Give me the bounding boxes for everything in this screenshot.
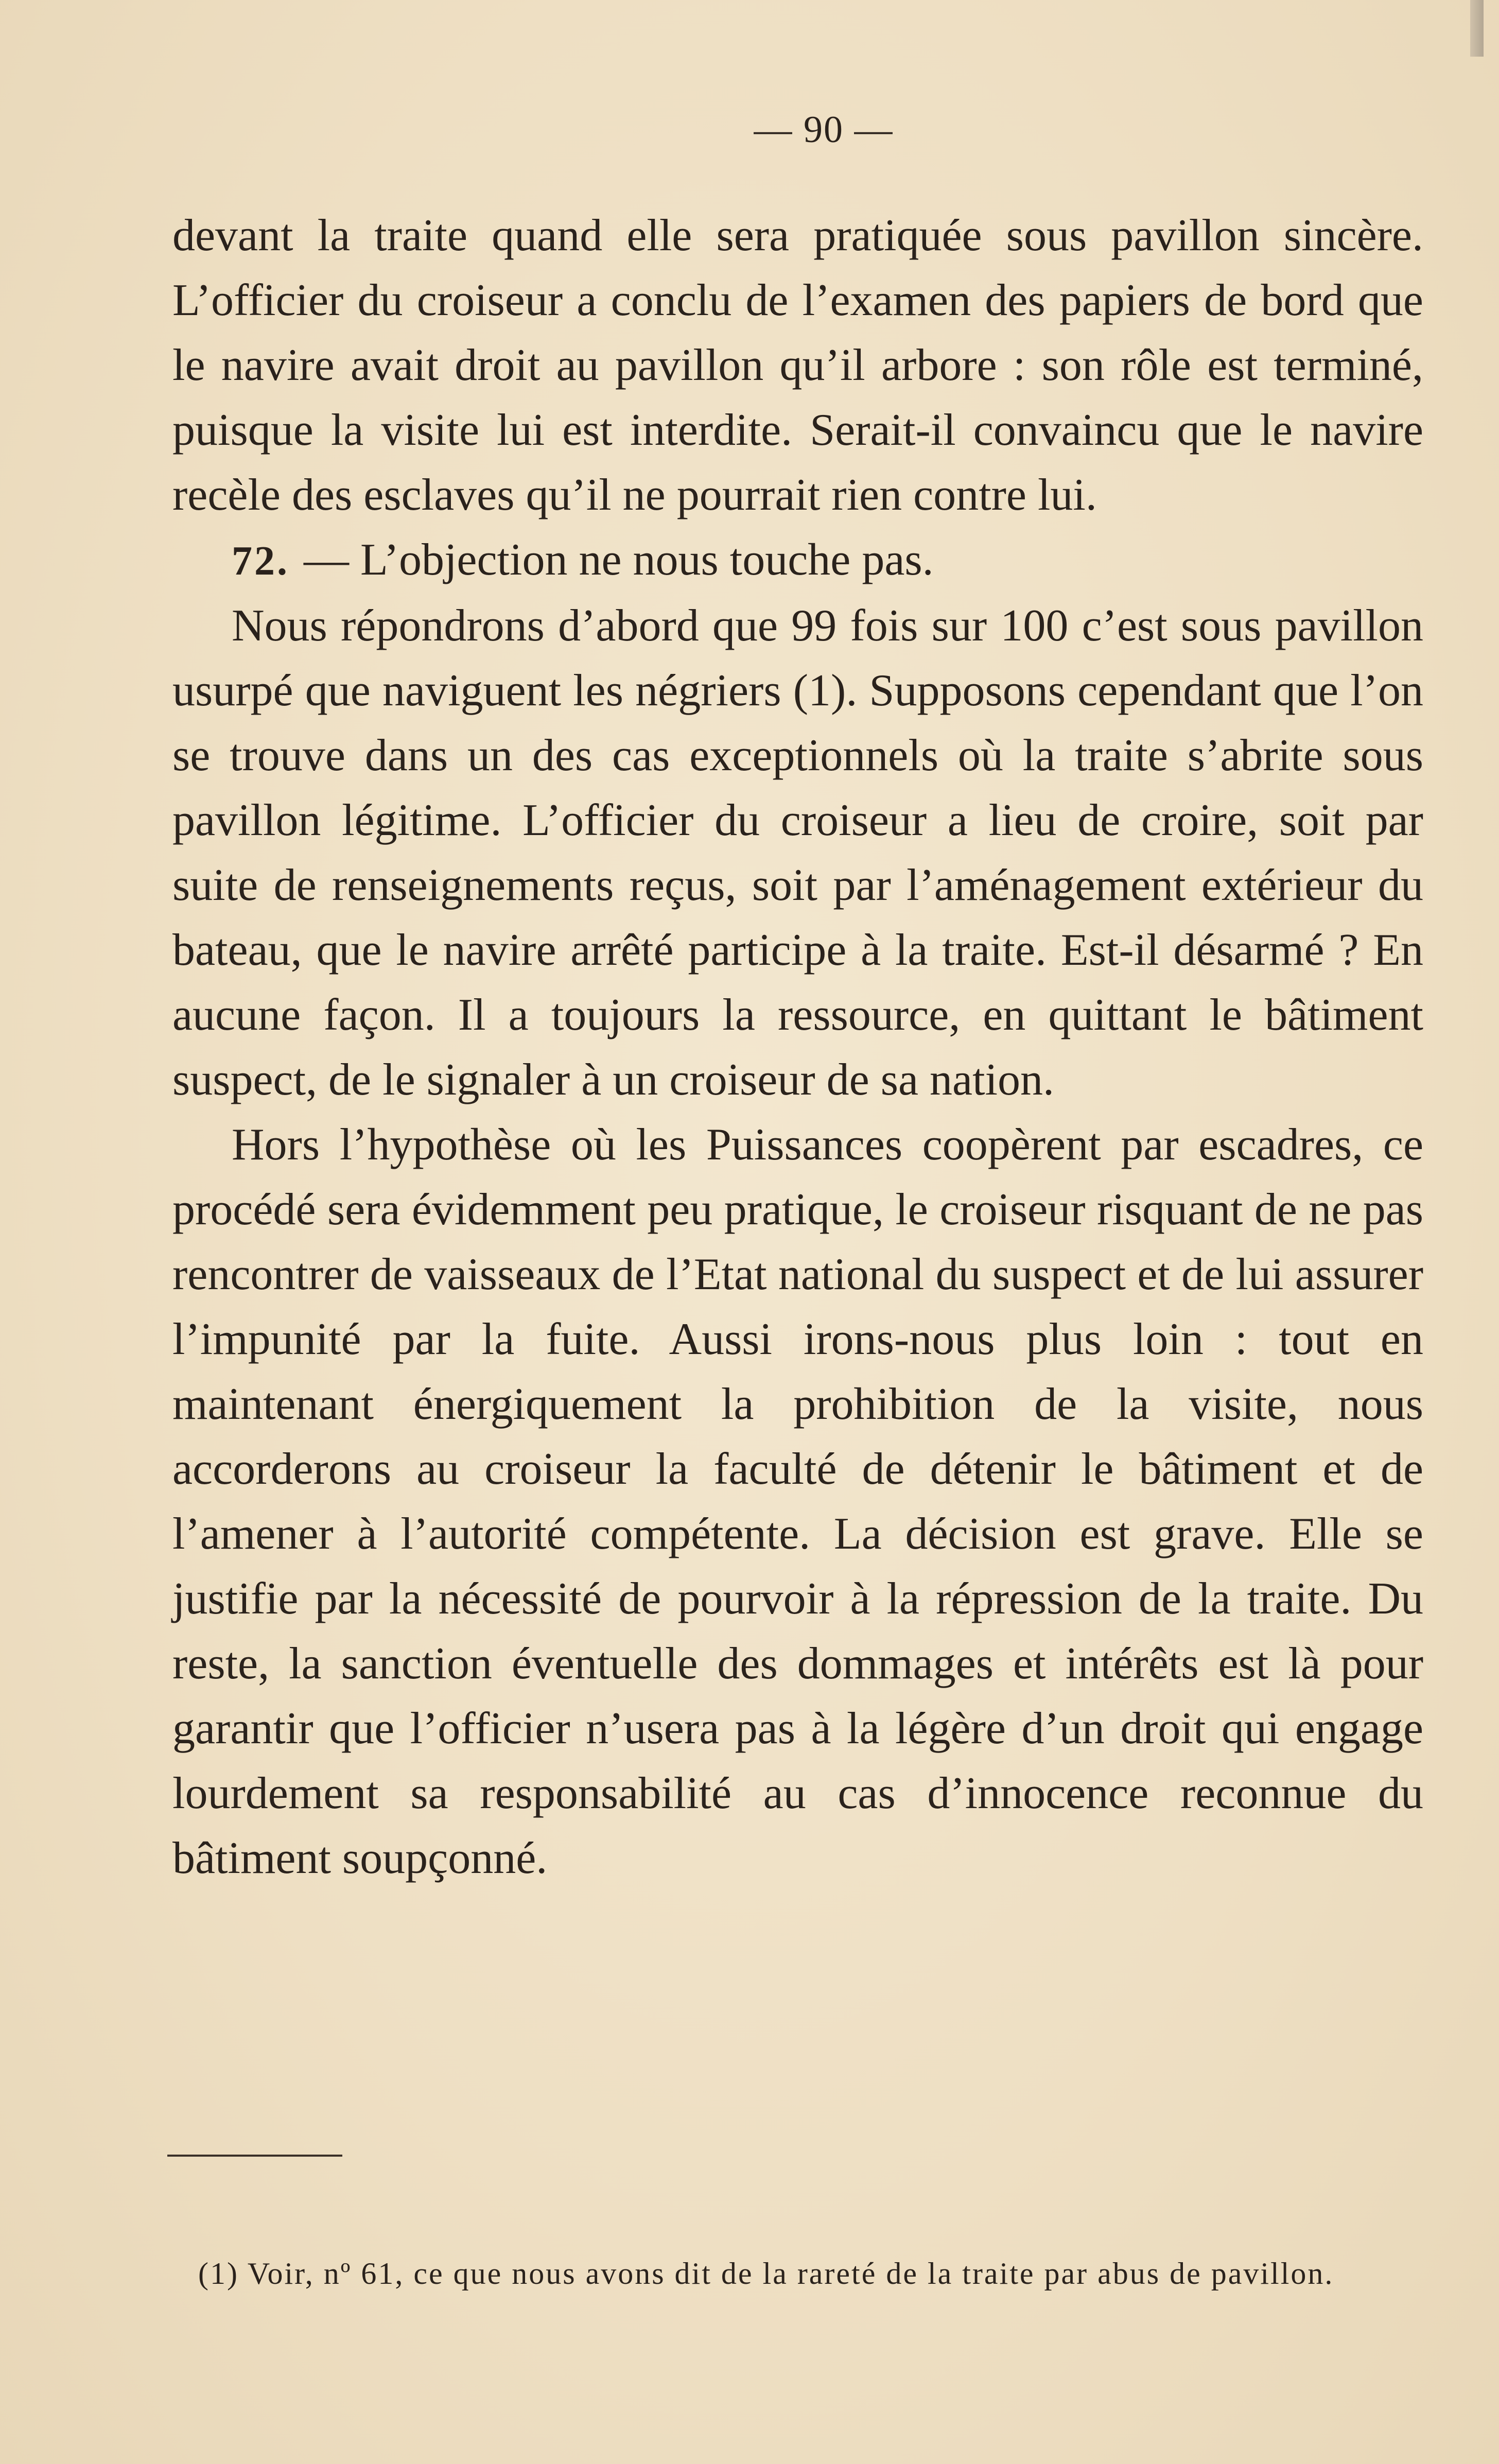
footnote-divider: [167, 2155, 342, 2157]
paragraph-section-72: [172, 528, 1423, 594]
paragraph-reply: Nous répondrons d’abord que 99 fois sur 100 c’est sous pavillon usurpé que naviguent les négriers (1). Supposons cependant que l’on se trouve dans un des cas exceptionnels où la traite s’abrite sous pavillon légitime. L’officier du croiseur a lieu de croire, soit par suite de renseignements reçus, soit par l’aménagement extérieur du bateau, que le navire arrêté participe à la traite. Est-il désarmé ? En aucune façon. Il a toujours la ressource, en quittant le bâtiment suspect, de le signaler à un croiseur de sa nation.: [172, 601, 1423, 1105]
paragraph-hypothesis: Hors l’hypothèse où les Puissances coopèrent par escadres, ce procédé sera évidemment peu pratique, le croiseur risquant de ne pas rencontrer de vaisseaux de l’Etat national du suspect et de lui assurer l’impunité par la fuite. Aussi irons-nous plus loin : tout en maintenant énergiquement la prohibition de la visite, nous accorderons au croiseur la faculté de détenir le bâtiment et de l’amener à l’autorité compétente. La décision est grave. Elle se justifie par la nécessité de pourvoir à la répression de la traite. Du reste, la sanction éventuelle des dommages et intérêts est là pour garantir que l’officier n’usera pas à la légère d’un droit qui engage lourdement sa responsabilité au cas d’innocence reconnue du bâtiment soupçonné.: [172, 1120, 1423, 1883]
section-number: 72.: [232, 539, 289, 584]
paragraph-continuation: devant la traite quand elle sera pratiquée sous pavillon sincère. L’officier du croiseur a conclu de l’examen des papiers de bord que le navire avait droit au pavillon qu’il arbore : son rôle est terminé, puisque la visite lui est interdite. Serait-il convaincu que le navire recèle des esclaves qu’il ne pourrait rien contre lui.: [172, 211, 1423, 520]
page-number: — 90 —: [754, 109, 894, 151]
section-72-text: — L’objection ne nous touche pas.: [304, 535, 934, 585]
footnote: (1) Voir, nº 61, ce que nous avons dit de la rareté de la traite par abus de pavillon.: [198, 2257, 1334, 2291]
body-text: [172, 203, 1423, 1891]
page-edge-shadow: [1470, 0, 1484, 57]
